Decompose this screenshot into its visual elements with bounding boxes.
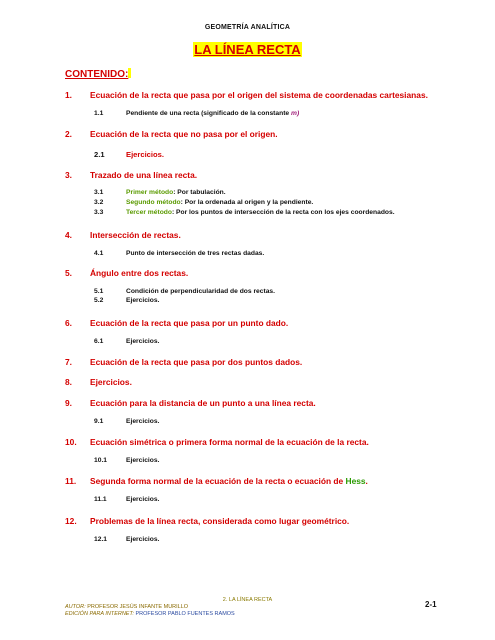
toc-subsection-5-2[interactable] xyxy=(94,297,160,304)
section-title: Ecuación de la recta que pasa por dos puntos dados. xyxy=(90,357,303,367)
subsection-number: 3.3 xyxy=(94,209,104,216)
toc-subsection-3-3[interactable] xyxy=(94,209,395,216)
toc-section-12[interactable] xyxy=(65,516,349,526)
section-title: Segunda forma normal de la ecuación de la recta o ecuación de xyxy=(90,476,346,486)
toc-subsection-2-1[interactable] xyxy=(94,150,164,159)
subsection-title: Ejercicios. xyxy=(126,338,160,345)
running-header: GEOMETRÍA ANALÍTICA xyxy=(204,24,291,31)
section-title: Intersección de rectas. xyxy=(90,230,181,240)
subsection-number: 12.1 xyxy=(94,536,108,543)
section-title: Ecuación simétrica o primera forma normal de la ecuación de la recta. xyxy=(90,437,369,447)
subsection-number: 10.1 xyxy=(94,457,108,464)
toc-section-7[interactable] xyxy=(65,357,302,367)
section-number: 10. xyxy=(65,437,77,447)
subsection-title: : Por los puntos de intersección de la recta con los ejes coordenados. xyxy=(171,209,395,216)
footer-author xyxy=(65,604,188,610)
section-number: 8. xyxy=(65,377,72,387)
section-number: 5. xyxy=(65,268,72,278)
toc-subsection-12-1[interactable] xyxy=(94,536,160,543)
section-number: 4. xyxy=(65,230,72,240)
toc-section-3[interactable] xyxy=(65,170,197,180)
toc-subsection-10-1[interactable] xyxy=(94,457,160,464)
page-title xyxy=(0,42,495,57)
subsection-title: : Por tabulación. xyxy=(173,189,226,196)
section-title: Ecuación de la recta que pasa por el origen del sistema de coordenadas cartesianas. xyxy=(90,90,428,100)
footer-chapter: 2. LA LÍNEA RECTA xyxy=(222,597,273,603)
subsection-number: 3.1 xyxy=(94,189,104,196)
method-label: Primer método xyxy=(126,189,174,196)
page-number: 2-1 xyxy=(425,600,437,609)
section-number: 6. xyxy=(65,318,72,328)
subsection-title: Ejercicios. xyxy=(126,150,164,159)
author-label: AUTOR: xyxy=(65,604,86,610)
subsection-title: Pendiente de una recta (significado de la constante xyxy=(126,110,291,117)
toc-subsection-5-1[interactable] xyxy=(94,288,276,295)
section-number: 11. xyxy=(65,476,77,486)
section-number: 3. xyxy=(65,170,72,180)
edition-label: EDICIÓN PARA INTERNET: xyxy=(65,611,134,617)
section-number: 9. xyxy=(65,398,72,408)
toc-subsection-3-1[interactable] xyxy=(94,189,226,196)
subsection-number: 5.1 xyxy=(94,288,104,295)
contents-label: CONTENIDO: xyxy=(65,68,131,80)
toc-section-8[interactable] xyxy=(65,377,132,387)
subsection-number: 9.1 xyxy=(94,418,104,425)
subsection-number: 11.1 xyxy=(94,496,107,503)
toc-section-4[interactable] xyxy=(65,230,181,240)
toc-section-2[interactable] xyxy=(65,129,278,139)
toc-section-9[interactable] xyxy=(65,398,316,408)
section-title: Ecuación de la recta que pasa por un punto dado. xyxy=(90,318,289,328)
method-label: Tercer método xyxy=(126,209,172,216)
closing-paren: ) xyxy=(296,110,300,117)
subsection-number: 6.1 xyxy=(94,338,104,345)
subsection-title: Ejercicios. xyxy=(126,457,160,464)
subsection-title: Ejercicios. xyxy=(126,418,160,425)
toc-subsection-3-2[interactable] xyxy=(94,199,314,206)
toc-subsection-1-1[interactable] xyxy=(94,110,300,117)
subsection-title: Ejercicios. xyxy=(126,297,160,304)
subsection-number: 5.2 xyxy=(94,297,104,304)
editor-name: PROFESOR PABLO FUENTES RAMOS xyxy=(135,611,235,617)
toc-subsection-11-1[interactable] xyxy=(94,496,160,503)
toc-subsection-4-1[interactable] xyxy=(94,250,265,257)
section-number: 7. xyxy=(65,357,72,367)
toc-section-10[interactable] xyxy=(65,437,369,447)
toc-subsection-9-1[interactable] xyxy=(94,418,160,425)
page-title-text: LA LÍNEA RECTA xyxy=(194,42,301,57)
section-title: Trazado de una línea recta. xyxy=(90,170,198,180)
subsection-number: 2.1 xyxy=(94,150,105,159)
constant-m: m xyxy=(291,110,297,117)
subsection-title: Punto de intersección de tres rectas dadas. xyxy=(126,250,265,257)
subsection-title: : Por la ordenada al origen y la pendiente. xyxy=(180,199,314,206)
subsection-title: Condición de perpendicularidad de dos rectas. xyxy=(126,288,276,295)
subsection-number: 3.2 xyxy=(94,199,104,206)
subsection-title: Ejercicios. xyxy=(126,536,160,543)
section-number: 1. xyxy=(65,90,72,100)
hess-name: Hess xyxy=(345,476,366,486)
author-name: PROFESOR JESÚS INFANTE MURILLO xyxy=(87,604,189,610)
subsection-number: 4.1 xyxy=(94,250,104,257)
subsection-title: Ejercicios. xyxy=(126,496,160,503)
toc-section-1[interactable] xyxy=(65,90,428,100)
footer-edition xyxy=(65,611,235,617)
toc-subsection-6-1[interactable] xyxy=(94,338,160,345)
section-title: Problemas de la línea recta, considerada como lugar geométrico. xyxy=(90,516,350,526)
toc-section-5[interactable] xyxy=(65,268,188,278)
section-number: 12. xyxy=(65,516,77,526)
section-title: Ejercicios. xyxy=(90,377,132,387)
section-number: 2. xyxy=(65,129,72,139)
section-title: Ecuación de la recta que no pasa por el origen. xyxy=(90,129,278,139)
toc-section-11[interactable] xyxy=(65,476,368,486)
section-title: Ángulo entre dos rectas. xyxy=(90,268,189,278)
section-title: Ecuación para la distancia de un punto a una línea recta. xyxy=(90,398,316,408)
toc-section-6[interactable] xyxy=(65,318,288,328)
method-label: Segundo método xyxy=(126,199,181,206)
subsection-number: 1.1 xyxy=(94,110,104,117)
section-title-end: . xyxy=(365,476,368,486)
